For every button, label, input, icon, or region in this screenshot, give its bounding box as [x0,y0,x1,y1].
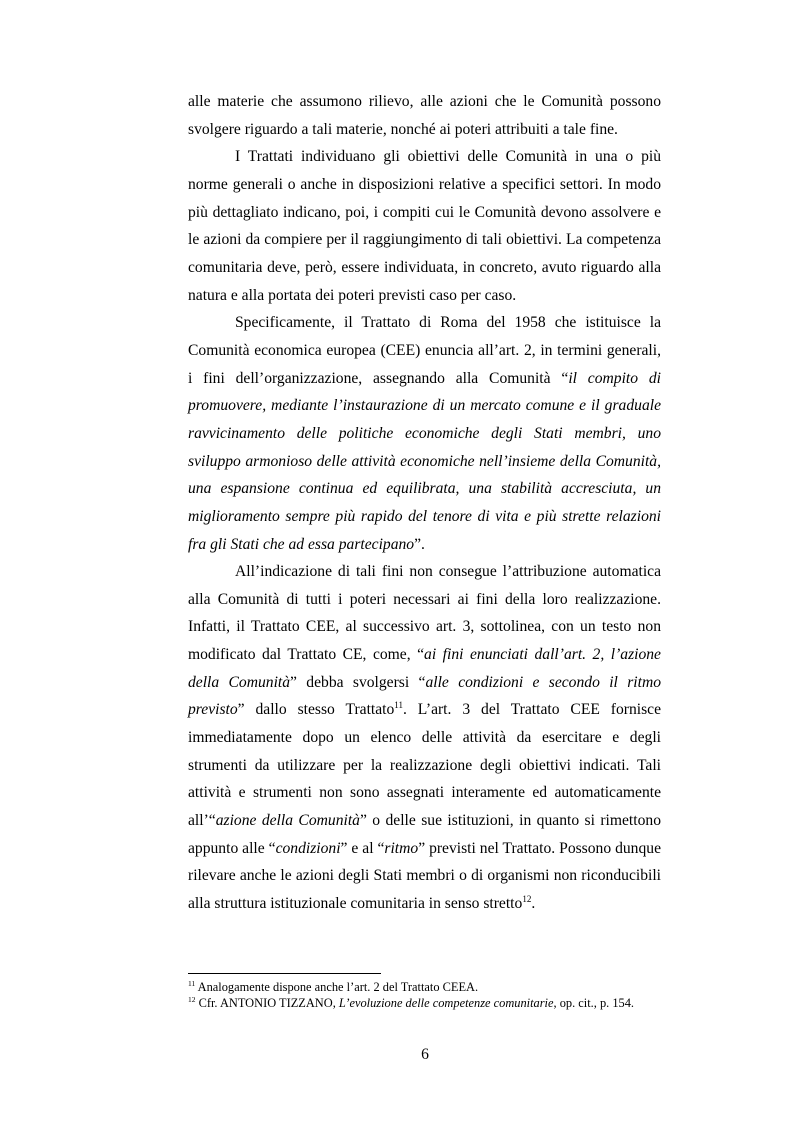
text-run: I Trattati individuano gli obiettivi delle Comunità in una o più norme generali o anche in disposizioni relative a specifici settori. In modo più dettagliato indicano, poi, i compiti cui le Comunità devono assolvere e le azioni da compiere per il raggiungimento di tali obiettivi. La competenza comunitaria deve, però, essere individuata, in concreto, avuto riguardo alla natura e alla portata dei poteri previsti caso per caso. [188,148,661,304]
italic-quote: ritmo [384,839,419,857]
text-run: . [531,895,536,913]
paragraph-4 [188,558,661,918]
text-run: , op. cit., p. 154. [553,995,635,1010]
italic-quote: azione della Comunità [215,812,360,830]
text-run: ” e al “ [340,839,385,857]
footnotes [188,980,661,1011]
footnote-ref: 12 [188,994,196,1004]
text-run: alle materie che assumono rilievo, alle azioni che le Comunità possono svolgere riguardo a tali materie, nonché ai poteri attribuiti a tale fine. [188,93,661,138]
footnote-ref: 11 [394,700,403,711]
text-run: ” debba svolgersi “ [290,673,426,691]
footnote-separator [188,973,381,974]
paragraph-2 [188,143,661,309]
paragraph-3 [188,309,661,558]
italic-quote: ai fini enunciati dall’art. 2, l’azione della Comunità [188,646,661,691]
footnote-ref: 12 [522,893,532,904]
italic-quote: condizioni [275,839,341,857]
text-run: ”. [414,535,425,553]
text-run: . L’art. 3 del Trattato CEE fornisce immediatamente dopo un elenco delle attività da esercitare e degli strumenti da utilizzare per la realizzazione degli obiettivi indicati. Tali attività e strumenti non sono assegnati interamente ed automaticamente all’“ [188,701,662,830]
footnote-11 [188,980,661,996]
footnote-ref: 11 [188,978,196,988]
text-run: All’indicazione di tali fini non consegue l’attribuzione automatica alla Comunità di tutti i poteri necessari ai fini della loro realizzazione. Infatti, il Trattato CEE, al successivo art. 3, sottolinea, con un testo non modificato dal Trattato CE, come, “ [188,563,661,664]
italic-quote: alle condizioni e secondo il ritmo previsto [188,673,662,719]
italic-quote: L’evoluzione delle competenze comunitarie [338,995,554,1010]
footnote-12 [188,996,661,1012]
page-number: 6 [421,1046,429,1063]
text-run: Specificamente, il Trattato di Roma del 1958 che istituisce la Comunità economica europea (CEE) enuncia all’art. 2, in termini generali, i fini dell’organizzazione, assegnando alla Comunità “ [188,314,661,387]
italic-quote: il compito di promuovere, mediante l’instaurazione di un mercato comune e il graduale ravvicinamento delle politiche economiche degli Stati membri, uno sviluppo armonioso delle attività economiche nell’insieme della Comunità, una espansione continua ed equilibrata, una stabilità accresciuta, un miglioramento sempre più rapido del tenore di vita e più strette relazioni fra gli Stati che ad essa partecipano [188,369,661,553]
text-run: Analogamente dispone anche l’art. 2 del Trattato CEEA. [195,980,479,994]
text-run: ” previsti nel Trattato. Possono dunque rilevare anche le azioni degli Stati membri o di organismi non riconducibili alla struttura istituzionale comunitaria in senso stretto [188,839,661,913]
text-run: Cfr. ANTONIO TIZZANO, [195,995,339,1010]
text-run: ” o delle sue istituzioni, in quanto si rimettono appunto alle “ [188,812,661,857]
body-text [188,88,661,918]
text-run: ” dallo stesso Trattato [237,701,395,719]
paragraph-1 [188,88,661,143]
